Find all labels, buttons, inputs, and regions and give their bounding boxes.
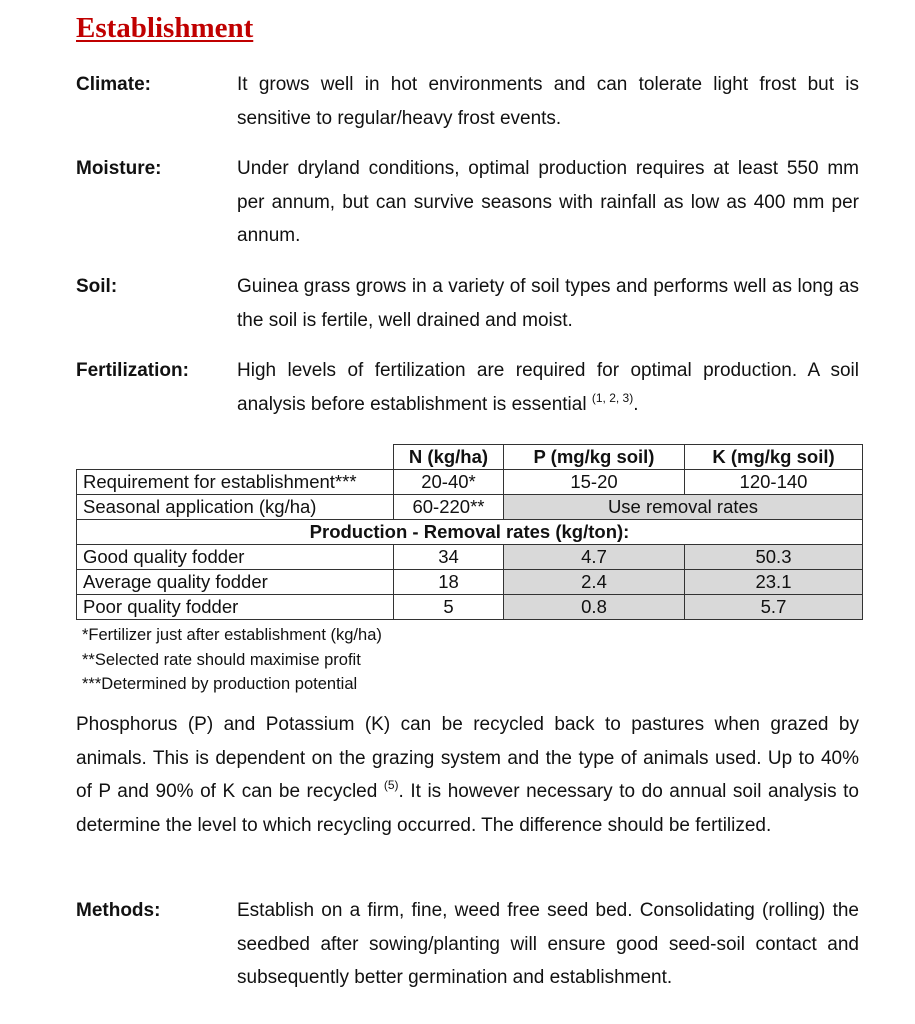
recycling-reference: (5)	[383, 778, 399, 793]
table-row-establishment	[77, 470, 863, 495]
footnote: ***Determined by production potential	[82, 675, 358, 694]
header-p: P (mg/kg soil)	[504, 445, 685, 470]
moisture-label: Moisture:	[76, 158, 162, 179]
cell-k: 120-140	[685, 470, 863, 495]
cell-p: 2.4	[504, 570, 685, 595]
footnote: *Fertilizer just after establishment (kg/ha)	[82, 626, 382, 644]
cell-n: 18	[394, 570, 504, 595]
recycling-text-end: . It is however necessary to do annual soil analysis to determine the level to which recycling occurred. The difference should be fertilized.	[76, 781, 859, 837]
fertilization-label: Fertilization:	[76, 360, 189, 381]
page-title: Establishment	[76, 12, 254, 44]
soil-text: Guinea grass grows in a variety of soil types and performs well as long as the soil is fertile, well drained and moist.	[237, 276, 859, 331]
table-corner	[77, 445, 394, 470]
recycling-text-start: Phosphorus (P) and Potassium (K) can be recycled back to pastures when grazed by animals. This is dependent on the grazing system and the type of animals used. Up to 40% of P and 90% of K can be recycled	[76, 714, 859, 803]
row-label: Average quality fodder	[77, 570, 394, 595]
moisture-text: Under dryland conditions, optimal production requires at least 550 mm per annum, but can survive seasons with rainfall as low as 400 mm per annum.	[237, 158, 859, 246]
fertilization-end: .	[633, 393, 639, 415]
cell-p: 4.7	[504, 545, 685, 570]
cell-k: 5.7	[685, 595, 863, 620]
cell-k: 50.3	[685, 545, 863, 570]
cell-p: 0.8	[504, 595, 685, 620]
methods-label: Methods:	[76, 900, 161, 921]
methods-text: Establish on a firm, fine, weed free seed bed. Consolidating (rolling) the seedbed after sowing/planting will ensure good seed-soil contact and subsequently better germination and establishment.	[237, 900, 859, 988]
fertilization-body: High levels of fertilization are required for optimal production. A soil analysis before establishment is essential	[237, 360, 859, 415]
table-row	[77, 570, 863, 595]
cell-n: 5	[394, 595, 504, 620]
row-label: Poor quality fodder	[77, 595, 394, 620]
footnote: **Selected rate should maximise profit	[82, 650, 361, 669]
table-row-seasonal	[77, 495, 863, 520]
climate-label: Climate:	[76, 74, 151, 95]
fertilization-text	[237, 354, 859, 421]
fertilization-reference: (1, 2, 3)	[591, 390, 634, 405]
row-label: Seasonal application (kg/ha)	[77, 495, 394, 520]
table-row	[77, 595, 863, 620]
table-row-production-header	[77, 520, 863, 545]
row-label: Good quality fodder	[77, 545, 394, 570]
table-header-row	[77, 445, 863, 470]
cell-p: 15-20	[504, 470, 685, 495]
cell-n: 20-40*	[394, 470, 504, 495]
table-footnotes	[82, 623, 382, 697]
cell-k: 23.1	[685, 570, 863, 595]
row-label: Requirement for establishment***	[77, 470, 394, 495]
climate-text: It grows well in hot environments and can tolerate light frost but is sensitive to regular/heavy frost events.	[237, 74, 859, 129]
table-row	[77, 545, 863, 570]
cell-n: 60-220**	[394, 495, 504, 520]
header-n: N (kg/ha)	[394, 445, 504, 470]
recycling-paragraph	[76, 708, 859, 843]
soil-label: Soil:	[76, 276, 118, 297]
cell-n: 34	[394, 545, 504, 570]
fertilizer-table	[76, 444, 863, 620]
production-header: Production - Removal rates (kg/ton):	[77, 520, 863, 545]
cell-pk: Use removal rates	[504, 495, 863, 520]
header-k: K (mg/kg soil)	[685, 445, 863, 470]
